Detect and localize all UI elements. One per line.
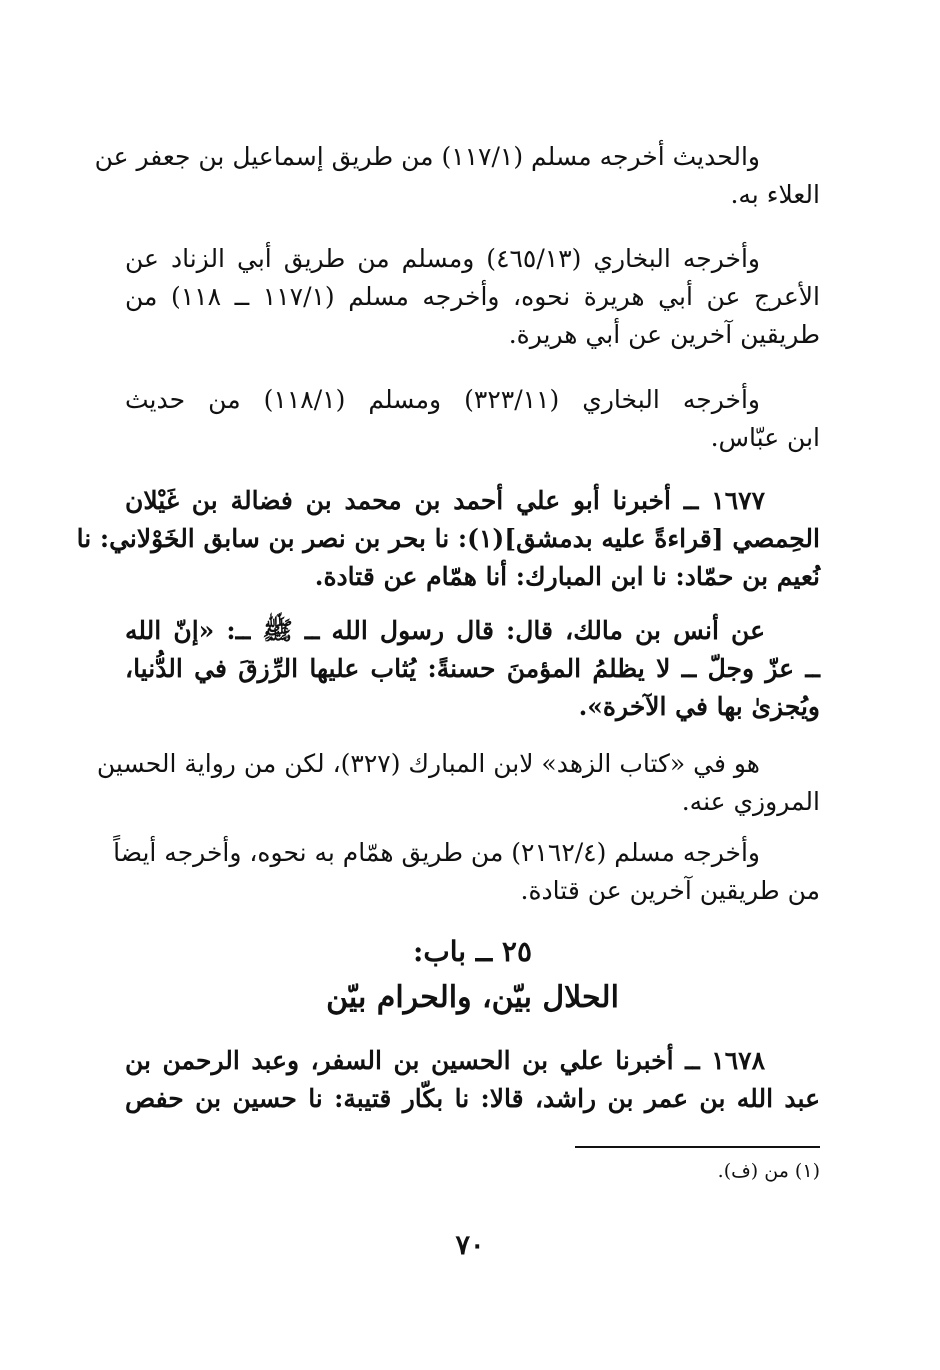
text-line: الأعرج عن أبي هريرة نحوه، وأخرجه مسلم (١١٧/١ ــ ١١٨) من: [125, 282, 821, 311]
text-line: ــ عزّ وجلّ ــ لا يظلمُ المؤمنَ حسنةً: يُثاب عليها الرِّزقَ في الدُّنيا،: [125, 654, 820, 683]
text-line: وأخرجه البخاري (٤٦٥/١٣) ومسلم من طريق أبي الزناد عن: [125, 244, 760, 273]
paragraph: [94, 138, 820, 214]
text-line: وأخرجه البخاري (٣٢٣/١١) ومسلم (١١٨/١) من حديث: [125, 385, 760, 414]
chapter-title: الحلال بيّن، والحرام بيّن: [326, 980, 619, 1015]
text-line: وأخرجه مسلم (٢١٦٢/٤) من طريق همّام به نحوه، وأخرجه أيضاً: [113, 838, 760, 867]
text-line: نُعيم بن حمّاد: نا ابن المبارك: أنا همّام عن قتادة.: [314, 562, 820, 591]
text-line: هو في «كتاب الزهد» لابن المبارك (٣٢٧)، لكن من رواية الحسين: [96, 749, 760, 778]
text-line: من طريقين آخرين عن قتادة.: [520, 876, 820, 905]
paragraph: [113, 834, 820, 910]
hadith-1677: [76, 482, 820, 596]
text-line: والحديث أخرجه مسلم (١١٧/١) من طريق إسماعيل بن جعفر عن: [94, 142, 760, 171]
text-line: ١٦٧٧ ــ أخبرنا أبو علي أحمد بن محمد بن فضالة بن غَيْلان: [125, 486, 765, 515]
text-line: العلاء به.: [730, 180, 820, 209]
text-line: ويُجزىٰ بها في الآخرة».: [578, 692, 820, 721]
footnote: (١) من (ف).: [717, 1160, 820, 1182]
text-line: ابن عبّاس.: [710, 423, 820, 452]
chapter-heading: ٢٥ ــ باب:: [413, 935, 532, 968]
paragraph: [125, 381, 820, 457]
page-number: ٧٠: [455, 1230, 485, 1261]
text-line: الحِمصي [قراءةً عليه بدمشق](١): نا بحر بن نصر بن سابق الخَوْلاني: نا: [76, 524, 820, 553]
hadith-1678: [125, 1042, 820, 1118]
text-line: طريقين آخرين عن أبي هريرة.: [508, 320, 820, 349]
text-line: عن أنس بن مالك، قال: قال رسول الله ــ ﷺ ــ: «إنّ الله: [125, 616, 765, 645]
paragraph: [125, 240, 820, 354]
text-line: ١٦٧٨ ــ أخبرنا علي بن الحسين بن السفر، وعبد الرحمن بن: [125, 1046, 765, 1075]
text-line: عبد الله بن عمر بن راشد، قالا: نا بكّار قتيبة: نا حسين بن حفص: [125, 1084, 820, 1113]
hadith-matn: [125, 612, 820, 726]
footnote-divider: [575, 1146, 820, 1148]
text-line: المروزي عنه.: [681, 787, 820, 816]
paragraph: [96, 745, 820, 821]
